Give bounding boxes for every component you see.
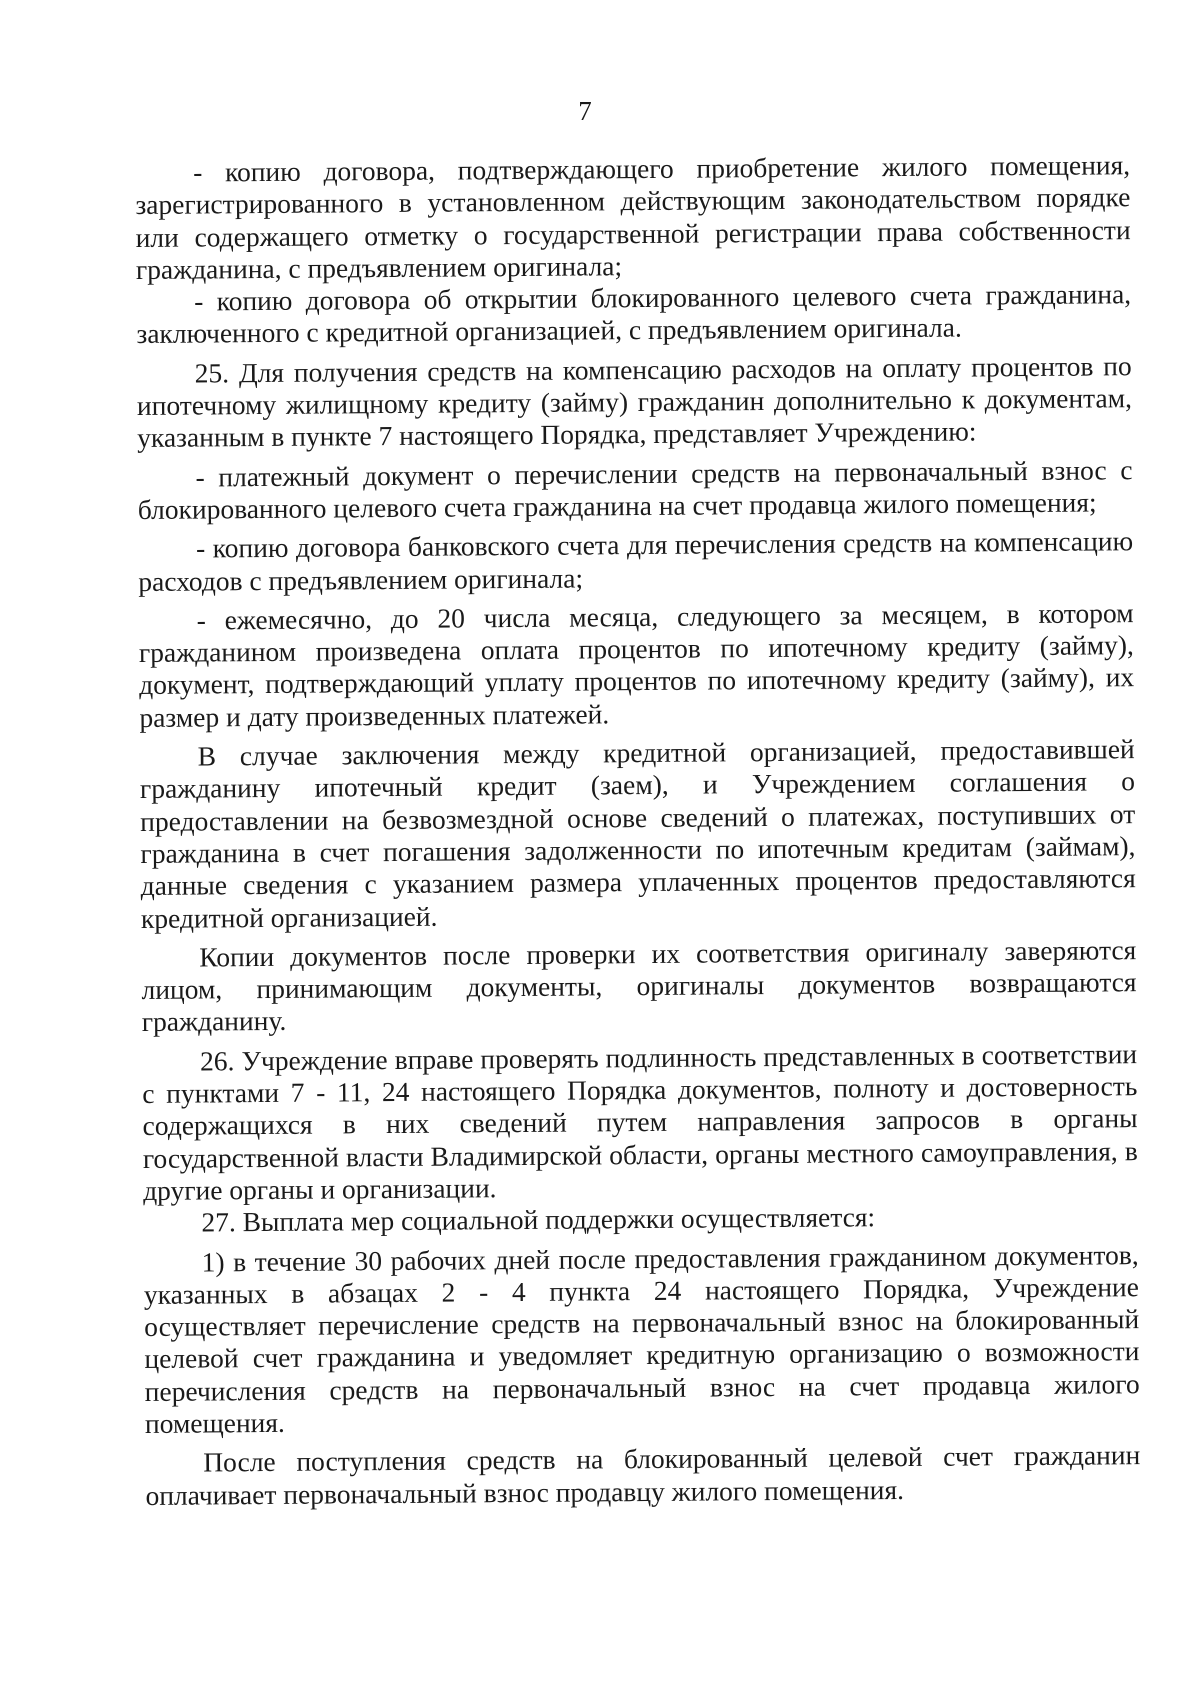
paragraph-item-27-1: 1) в течение 30 рабочих дней после предоставления гражданином документов, указанных в абзацах 2 - 4 пункта 24 настоящего Порядка, Учреждение осуществляет перечисление средств на первоначальный взнос на блокированный целевой счет гражданина и уведомляет кредитную организацию о возможности перечисления средств на первоначальный взнос на счет продавца жилого помещения.: [143, 1238, 1140, 1439]
paragraph-item-27: 27. Выплата мер социальной поддержки осуществляется:: [201, 1201, 876, 1238]
paragraph-document-copies: Копии документов после проверки их соответствия оригиналу заверяются лицом, принимающим документы, оригиналы документов возвращаются гражданину.: [141, 933, 1137, 1038]
paragraph-bank-account-copy: - копию договора банковского счета для перечисления средств на компенсацию расходов с предъявлением оригинала;: [138, 525, 1134, 597]
paragraph-item-26: 26. Учреждение вправе проверять подлинность представленных в соответствии с пунктами 7 - 11, 24 настоящего Порядка документов, полноту и достоверность содержащихся в них сведений путем направления запросов в органы государственной власти Владимирской области, органы местного самоуправления, в другие органы и организации.: [142, 1037, 1138, 1206]
paragraph-payment-document: - платежный документ о перечислении средств на первоначальный взнос с блокированного целевого счета гражданина на счет продавца жилого помещения;: [137, 453, 1133, 525]
paragraph-contract-copy: - копию договора, подтверждающего приобретение жилого помещения, зарегистрированного в установленном действующим законодательством порядке или содержащего отметку о государственной регистрации права собственности гражданина, с предъявлением оригинала;: [135, 149, 1131, 285]
paragraph-blocked-account-contract: - копию договора об открытии блокированного целевого счета гражданина, заключенного с кредитной организацией, с предъявлением оригинала.: [136, 278, 1132, 350]
paragraph-item-25: 25. Для получения средств на компенсацию расходов на оплату процентов по ипотечному жилищному кредиту (займу) гражданин дополнительно к документам, указанным в пункте 7 настоящего Порядка, представляет Учреждению:: [136, 349, 1133, 454]
page-number: 7: [578, 96, 592, 126]
document-body: [135, 149, 1141, 1512]
paragraph-monthly-document: - ежемесячно, до 20 числа месяца, следующего за месяцем, в котором гражданином произведена оплата процентов по ипотечному кредиту (займу), документ, подтверждающий уплату процентов по ипотечному кредиту (займу), их размер и дату произведенных платежей.: [138, 597, 1135, 733]
paragraph-agreement-case: В случае заключения между кредитной организацией, предоставившей гражданину ипотечный кредит (заем), и Учреждением соглашения о предоставлении на безвозмездной основе сведений о платежах, поступивших от гражданина в счет погашения задолженности по ипотечным кредитам (займам), данные сведения с указанием размера уплаченных процентов предоставляются кредитной организацией.: [139, 733, 1136, 934]
paragraph-after-funds: После поступления средств на блокированный целевой счет гражданин оплачивает первоначальный взнос продавцу жилого помещения.: [145, 1439, 1141, 1511]
